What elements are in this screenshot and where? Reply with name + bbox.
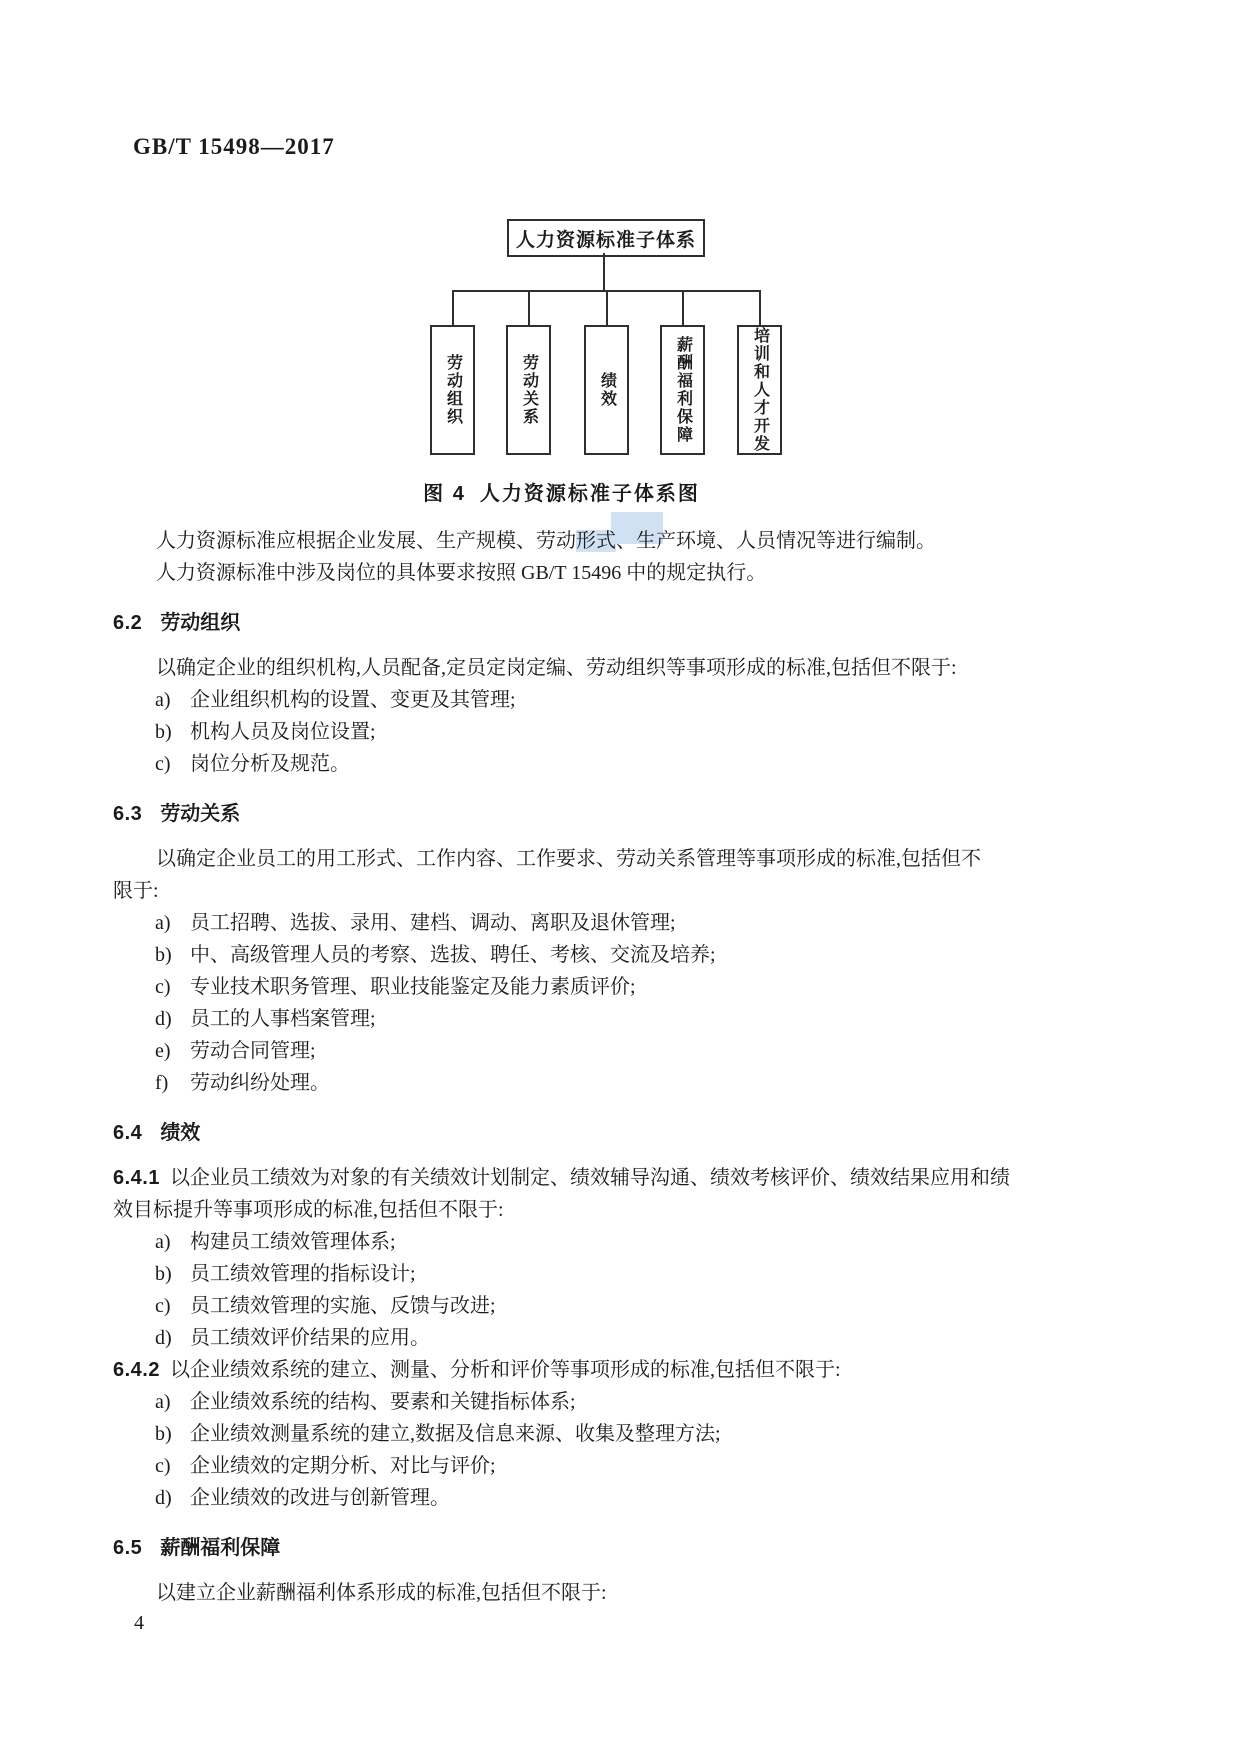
- paragraph: [113, 843, 1010, 907]
- list-item: [113, 1067, 1010, 1099]
- diagram-box-performance: [584, 325, 629, 455]
- clause-number: 6.4.1: [113, 1167, 160, 1189]
- paragraph-text: 以企业员工绩效为对象的有关绩效计划制定、绩效辅导沟通、绩效考核评价、绩效结果应用和绩: [169, 1167, 1010, 1189]
- paragraph-text: 人力资源标准应根据企业发展、生产规模、劳动: [156, 530, 576, 552]
- item-text: 专业技术职务管理、职业技能鉴定及能力素质评价;: [190, 976, 636, 998]
- paragraph-intro-1: [113, 525, 1010, 557]
- highlighted-text: 形式: [576, 530, 616, 552]
- section-number: 6.3: [113, 803, 143, 825]
- diagram-box-label: 薪酬福利保障: [674, 336, 692, 444]
- item-text: 企业绩效的定期分析、对比与评价;: [190, 1455, 496, 1477]
- list-item: [113, 971, 1010, 1003]
- section-heading-6-2: [113, 607, 1010, 639]
- list-item: [113, 1003, 1010, 1035]
- item-marker: a): [155, 912, 171, 934]
- item-marker: c): [155, 1455, 171, 1477]
- diagram-box-label: 劳动组织: [444, 354, 462, 426]
- connector-drop: [606, 290, 608, 325]
- connector-drop: [759, 290, 761, 325]
- connector-drop: [452, 290, 454, 325]
- diagram-box-labor-organization: [430, 325, 475, 455]
- item-text: 构建员工绩效管理体系;: [190, 1231, 396, 1253]
- item-marker: a): [155, 1231, 171, 1253]
- item-marker: a): [155, 1391, 171, 1413]
- item-text: 劳动纠纷处理。: [190, 1072, 330, 1094]
- paragraph-text: 以确定企业员工的用工形式、工作内容、工作要求、劳动关系管理等事项形成的标准,包括但不: [156, 848, 981, 870]
- diagram-root-box: [507, 219, 705, 257]
- item-text: 员工绩效评价结果的应用。: [190, 1327, 430, 1349]
- figure-caption: [113, 477, 1010, 506]
- item-text: 机构人员及岗位设置;: [190, 721, 376, 743]
- paragraph-text: 限于:: [113, 880, 159, 902]
- list-item: [113, 1450, 1010, 1482]
- standard-number: GB/T 15498—2017: [133, 134, 335, 159]
- section-title: 绩效: [160, 1122, 201, 1144]
- item-marker: c): [155, 976, 171, 998]
- section-title: 劳动组织: [160, 612, 241, 634]
- paragraph-text: 、生产环境、人员情况等进行编制。: [616, 530, 936, 552]
- list-item: [113, 1482, 1010, 1514]
- list-item: [113, 684, 1010, 716]
- item-marker: c): [155, 753, 171, 775]
- body-text: [113, 525, 1010, 1609]
- diagram-box-labor-relations: [506, 325, 551, 455]
- item-marker: b): [155, 1423, 172, 1445]
- paragraph-intro-2: 人力资源标准中涉及岗位的具体要求按照 GB/T 15496 中的规定执行。: [156, 562, 767, 584]
- diagram-box-label: 培训和人才开发: [751, 327, 769, 453]
- list-item: [113, 1418, 1010, 1450]
- item-text: 企业组织机构的设置、变更及其管理;: [190, 689, 516, 711]
- paragraph-6-4-2: [113, 1354, 1010, 1386]
- paragraph: 以建立企业薪酬福利体系形成的标准,包括但不限于:: [156, 1582, 607, 1604]
- connector-drop: [682, 290, 684, 325]
- item-marker: d): [155, 1487, 172, 1509]
- item-text: 岗位分析及规范。: [190, 753, 350, 775]
- item-text: 中、高级管理人员的考察、选拔、聘任、考核、交流及培养;: [190, 944, 716, 966]
- paragraph-text: 以企业绩效系统的建立、测量、分析和评价等事项形成的标准,包括但不限于:: [169, 1359, 841, 1381]
- connector-stem: [603, 253, 605, 290]
- section-number: 6.2: [113, 612, 143, 634]
- section-heading-6-4: [113, 1117, 1010, 1149]
- figure-diagram: [113, 205, 1010, 470]
- paragraph-text: 效目标提升等事项形成的标准,包括但不限于:: [113, 1199, 504, 1221]
- item-text: 企业绩效的改进与创新管理。: [190, 1487, 450, 1509]
- list-item: [113, 939, 1010, 971]
- list-item: [113, 1258, 1010, 1290]
- item-marker: f): [155, 1072, 169, 1094]
- item-marker: b): [155, 944, 172, 966]
- diagram-box-compensation-welfare: [660, 325, 705, 455]
- section-number: 6.5: [113, 1537, 143, 1559]
- item-text: 员工绩效管理的指标设计;: [190, 1263, 416, 1285]
- list-item: [113, 748, 1010, 780]
- clause-number: 6.4.2: [113, 1359, 160, 1381]
- item-text: 员工的人事档案管理;: [190, 1008, 376, 1030]
- list-item: [113, 1386, 1010, 1418]
- item-marker: e): [155, 1040, 171, 1062]
- section-heading-6-3: [113, 798, 1010, 830]
- item-marker: c): [155, 1295, 171, 1317]
- list-item: [113, 1290, 1010, 1322]
- figure-caption-title: 人力资源标准子体系图: [479, 483, 700, 505]
- diagram-root-label: 人力资源标准子体系: [515, 229, 696, 251]
- paragraph: 以确定企业的组织机构,人员配备,定员定岗定编、劳动组织等事项形成的标准,包括但不限于:: [156, 657, 957, 679]
- list-item: [113, 1226, 1010, 1258]
- list-item: [113, 907, 1010, 939]
- connector-drop: [528, 290, 530, 325]
- diagram-box-training-talent: [737, 325, 782, 455]
- list-item: [113, 1322, 1010, 1354]
- diagram-box-label: 绩效: [598, 372, 616, 408]
- section-heading-6-5: [113, 1532, 1010, 1564]
- figure-caption-number: 图 4: [423, 483, 466, 505]
- list-item: [113, 716, 1010, 748]
- paragraph-6-4-1: [113, 1162, 1010, 1226]
- section-number: 6.4: [113, 1122, 143, 1144]
- item-marker: a): [155, 689, 171, 711]
- item-text: 企业绩效系统的结构、要素和关键指标体系;: [190, 1391, 576, 1413]
- item-marker: d): [155, 1008, 172, 1030]
- item-text: 员工绩效管理的实施、反馈与改进;: [190, 1295, 496, 1317]
- list-item: [113, 1035, 1010, 1067]
- page-number: 4: [134, 1612, 144, 1634]
- item-text: 企业绩效测量系统的建立,数据及信息来源、收集及整理方法;: [190, 1423, 721, 1445]
- item-marker: b): [155, 721, 172, 743]
- item-marker: d): [155, 1327, 172, 1349]
- item-marker: b): [155, 1263, 172, 1285]
- section-title: 薪酬福利保障: [160, 1537, 281, 1559]
- item-text: 员工招聘、选拔、录用、建档、调动、离职及退休管理;: [190, 912, 676, 934]
- section-title: 劳动关系: [160, 803, 241, 825]
- diagram-box-label: 劳动关系: [520, 354, 538, 426]
- item-text: 劳动合同管理;: [190, 1040, 316, 1062]
